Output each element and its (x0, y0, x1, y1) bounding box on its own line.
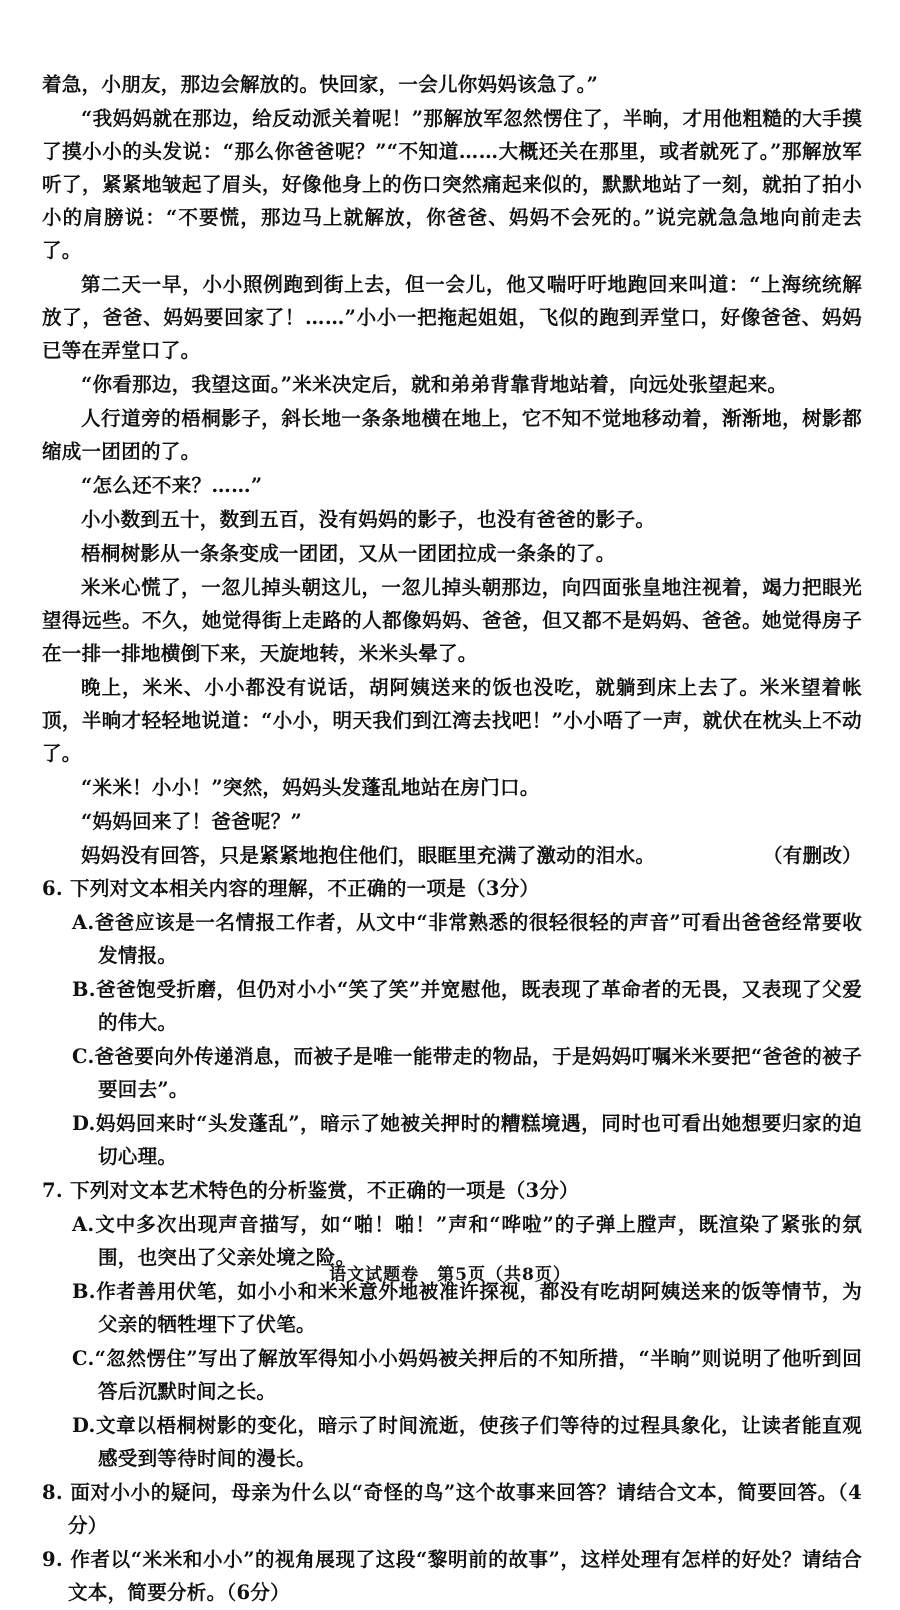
page-footer: 语文试题卷 第5页（共8页） (329, 1265, 571, 1285)
question-7-option-a: A.文中多次出现声音描写，如“啪！啪！”声和“哗啦”的子弹上膛声，既渲染了紧张的氛围，也突出了父亲处境之险。 (72, 1213, 862, 1269)
story-paragraph: “我妈妈就在那边，给反动派关着呢！”那解放军忽然愣住了，半晌，才用他粗糙的大手摸了摸小小的头发说：“那么你爸爸呢？”“不知道……大概还关在那里，或者就死了。”那解放军听了，紧紧地皱起了眉头，好像他身上的伤口突然痛起来似的，默默地站了一刻，就拍了拍小小的肩膀说：“不要慌，那边马上就解放，你爸爸、妈妈不会死的。”说完就急急地向前走去了。 (42, 107, 862, 262)
story-paragraph: “米米！小小！”突然，妈妈头发蓬乱地站在房门口。 (81, 776, 540, 799)
question-8: 8. 面对小小的疑问，母亲为什么以“奇怪的鸟”这个故事来回答？请结合文本，简要回答。（4分） (42, 1481, 862, 1537)
story-paragraph: 妈妈没有回答，只是紧紧地抱住他们，眼眶里充满了激动的泪水。 (81, 844, 656, 867)
story-paragraph: 小小数到五十，数到五百，没有妈妈的影子，也没有爸爸的影子。 (81, 508, 656, 531)
story-paragraph: “妈妈回来了！爸爸呢？” (81, 810, 303, 833)
story-paragraph: 米米心慌了，一忽儿掉头朝这儿，一忽儿掉头朝那边，向四面张皇地注视着，竭力把眼光望得远些。不久，她觉得街上走路的人都像妈妈、爸爸，但又都不是妈妈、爸爸。她觉得房子在一排一排地横倒下来，天旋地转，米米头晕了。 (42, 576, 862, 665)
question-6-option-d: D.妈妈回来时“头发蓬乱”，暗示了她被关押时的糟糕境遇，同时也可看出她想要归家的迫切心理。 (72, 1112, 862, 1168)
story-last-paragraph (42, 839, 862, 872)
story-paragraph: 着急，小朋友，那边会解放的。快回家，一会儿你妈妈该急了。” (42, 73, 599, 96)
story-paragraph: “怎么还不来？……” (81, 474, 263, 497)
question-9: 9. 作者以“米米和小小”的视角展现了这段“黎明前的故事”，这样处理有怎样的好处？请结合文本，简要分析。（6分） (42, 1548, 862, 1604)
story-paragraph: 梧桐树影从一条条变成一团团，又从一团团拉成一条条的了。 (81, 542, 616, 565)
story-paragraph: 第二天一早，小小照例跑到街上去，但一会儿，他又喘吁吁地跑回来叫道：“上海统统解放了，爸爸、妈妈要回家了！……”小小一把拖起姐姐，飞似的跑到弄堂口，好像爸爸、妈妈已等在弄堂口了。 (42, 273, 862, 362)
page-content (42, 68, 862, 1610)
question-7-option-b: B.作者善用伏笔，如小小和米米意外地被准许探视，都没有吃胡阿姨送来的饭等情节，为父亲的牺牲埋下了伏笔。 (72, 1280, 862, 1336)
question-7-option-c: C.“忽然愣住”写出了解放军得知小小妈妈被关押后的不知所措，“半晌”则说明了他听到回答后沉默时间之长。 (72, 1347, 862, 1403)
story-paragraph: 晚上，米米、小小都没有说话，胡阿姨送来的饭也没吃，就躺到床上去了。米米望着帐顶，半晌才轻轻地说道：“小小，明天我们到江湾去找吧！”小小唔了一声，就伏在枕头上不动了。 (42, 676, 862, 765)
abridged-note: （有删改） (762, 844, 862, 867)
question-6-option-a: A.爸爸应该是一名情报工作者，从文中“非常熟悉的很轻很轻的声音”可看出爸爸经常要收发情报。 (72, 911, 862, 967)
question-7-option-d: D.文章以梧桐树影的变化，暗示了时间流逝，使孩子们等待的过程具象化，让读者能直观感受到等待时间的漫长。 (72, 1414, 862, 1470)
story-paragraph: “你看那边，我望这面。”米米决定后，就和弟弟背靠背地站着，向远处张望起来。 (81, 373, 788, 396)
story-paragraph: 人行道旁的梧桐影子，斜长地一条条地横在地上，它不知不觉地移动着，渐渐地，树影都缩成一团团的了。 (42, 407, 862, 463)
question-6-option-b: B.爸爸饱受折磨，但仍对小小“笑了笑”并宽慰他，既表现了革命者的无畏，又表现了父爱的伟大。 (72, 978, 862, 1034)
question-6-stem: 6. 下列对文本相关内容的理解，不正确的一项是（3分） (42, 877, 540, 900)
question-6-option-c: C.爸爸要向外传递消息，而被子是唯一能带走的物品，于是妈妈叮嘱米米要把“爸爸的被子要回去”。 (72, 1045, 862, 1101)
question-7-stem: 7. 下列对文本艺术特色的分析鉴赏，不正确的一项是（3分） (42, 1179, 579, 1202)
